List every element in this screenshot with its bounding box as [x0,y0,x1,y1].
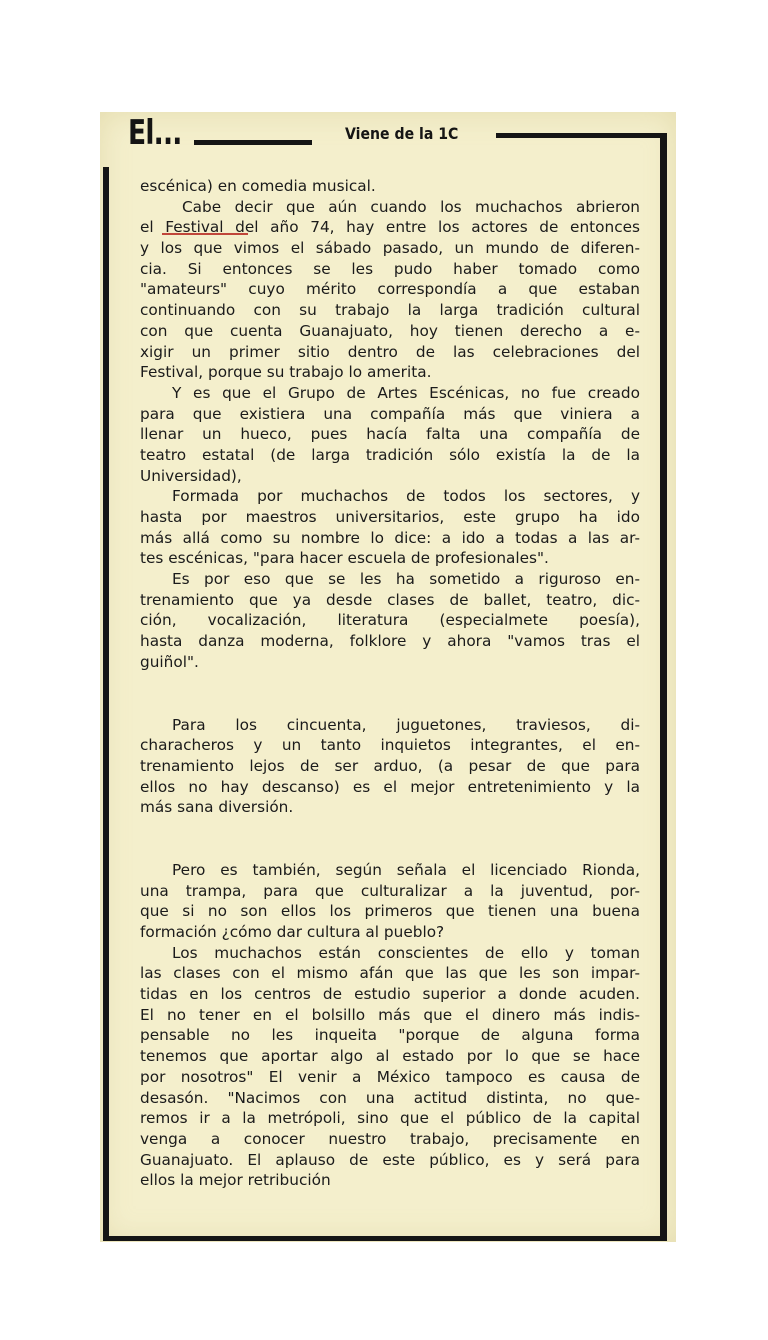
article-line: tidas en los centros de estudio superior a donde acuden. [140,985,640,1004]
article-line: las clases con el mismo afán que las que les son impar- [140,964,640,983]
article-line: Y es que el Grupo de Artes Escénicas, no fue creado [172,383,640,402]
article-line: hasta danza moderna, folklore y ahora "vamos tras el [140,632,640,651]
article-line: el Festival del año 74, hay entre los actores de entonces [140,218,640,237]
article-line: trenamiento que ya desde clases de ballet, teatro, dic- [140,590,640,609]
article-line: ellos la mejor retribución [140,1171,331,1190]
article-line: Universidad), [140,466,242,485]
article-line: remos ir a la metrópoli, sino que el público de la capital [140,1109,640,1128]
article-line: una trampa, para que culturalizar a la juventud, por- [140,881,640,900]
article-line: para que existiera una compañía más que viniera a [140,404,640,423]
article-line: Guanajuato. El aplauso de este público, es y será para [140,1150,640,1169]
article-line: y los que vimos el sábado pasado, un mundo de diferen- [140,239,640,258]
article-line: más allá como su nombre lo dice: a ido a todas a las ar- [140,528,640,547]
article-line: Para los cincuenta, juguetones, traviesos, di- [172,715,640,734]
article-line: trenamiento lejos de ser arduo, (a pesar de que para [140,756,640,775]
article-line: hasta por maestros universitarios, este grupo ha ido [140,508,640,526]
column-border-right [660,133,667,1241]
article-line: más sana diversión. [140,798,294,817]
article-line: con que cuenta Guanajuato, hoy tienen derecho a e- [140,321,640,340]
article-line: desasón. "Nacimos con una actitud distinta, no que- [140,1088,640,1107]
article-line: pensable no les inqueita "porque de alguna forma [140,1026,640,1045]
header-rule-left [194,140,312,145]
article-body [140,176,640,1191]
article-line: venga a conocer nuestro trabajo, precisamente en [140,1129,640,1148]
article-line: tes escénicas, "para hacer escuela de profesionales". [140,549,549,568]
article-line: "amateurs" cuyo mérito correspondía a que estaban [140,280,640,299]
article-line: ción, vocalización, literatura (especialmete poesía), [140,611,640,630]
header-rule-right [496,133,666,138]
article-line: teatro estatal (de larga tradición sólo existía la de la [140,445,640,464]
article-line: Festival, porque su trabajo lo amerita. [140,363,432,382]
article-line: Pero es también, según señala el licenciado Rionda, [172,860,640,879]
article-line: cia. Si entonces se les pudo haber tomado como [140,259,640,278]
article-line: que si no son ellos los primeros que tienen una buena [140,902,640,921]
article-line: xigir un primer sitio dentro de las celebraciones del [140,342,640,361]
article-line: formación ¿cómo dar cultura al pueblo? [140,923,445,941]
continued-from-label: Viene de la 1C [345,124,459,143]
article-line: Es por eso que se les ha sometido a riguroso en- [172,570,640,589]
article-line: llenar un hueco, pues hacía falta una compañía de [140,425,640,444]
column-border-bottom [103,1236,667,1241]
article-line: guiñol". [140,652,199,671]
article-line: tenemos que aportar algo al estado por lo que se hace [140,1047,640,1066]
article-line: characheros y un tanto inquietos integrantes, el en- [140,736,640,755]
article-line: por nosotros" El venir a México tampoco es causa de [140,1067,640,1086]
column-border-left [103,167,109,1241]
article-line: El no tener en el bolsillo más que el dinero más indis- [140,1005,640,1024]
article-line: Los muchachos están conscientes de ello y toman [172,943,640,962]
article-line: continuando con su trabajo la larga tradición cultural [140,301,640,320]
article-line: ellos no hay descanso) es el mejor entretenimiento y la [140,777,640,796]
article-line: Formada por muchachos de todos los sectores, y [172,487,640,506]
continuation-headline: El... [128,113,182,153]
article-line: escénica) en comedia musical. [140,177,376,195]
article-line: Cabe decir que aún cuando los muchachos abrieron [182,197,640,216]
